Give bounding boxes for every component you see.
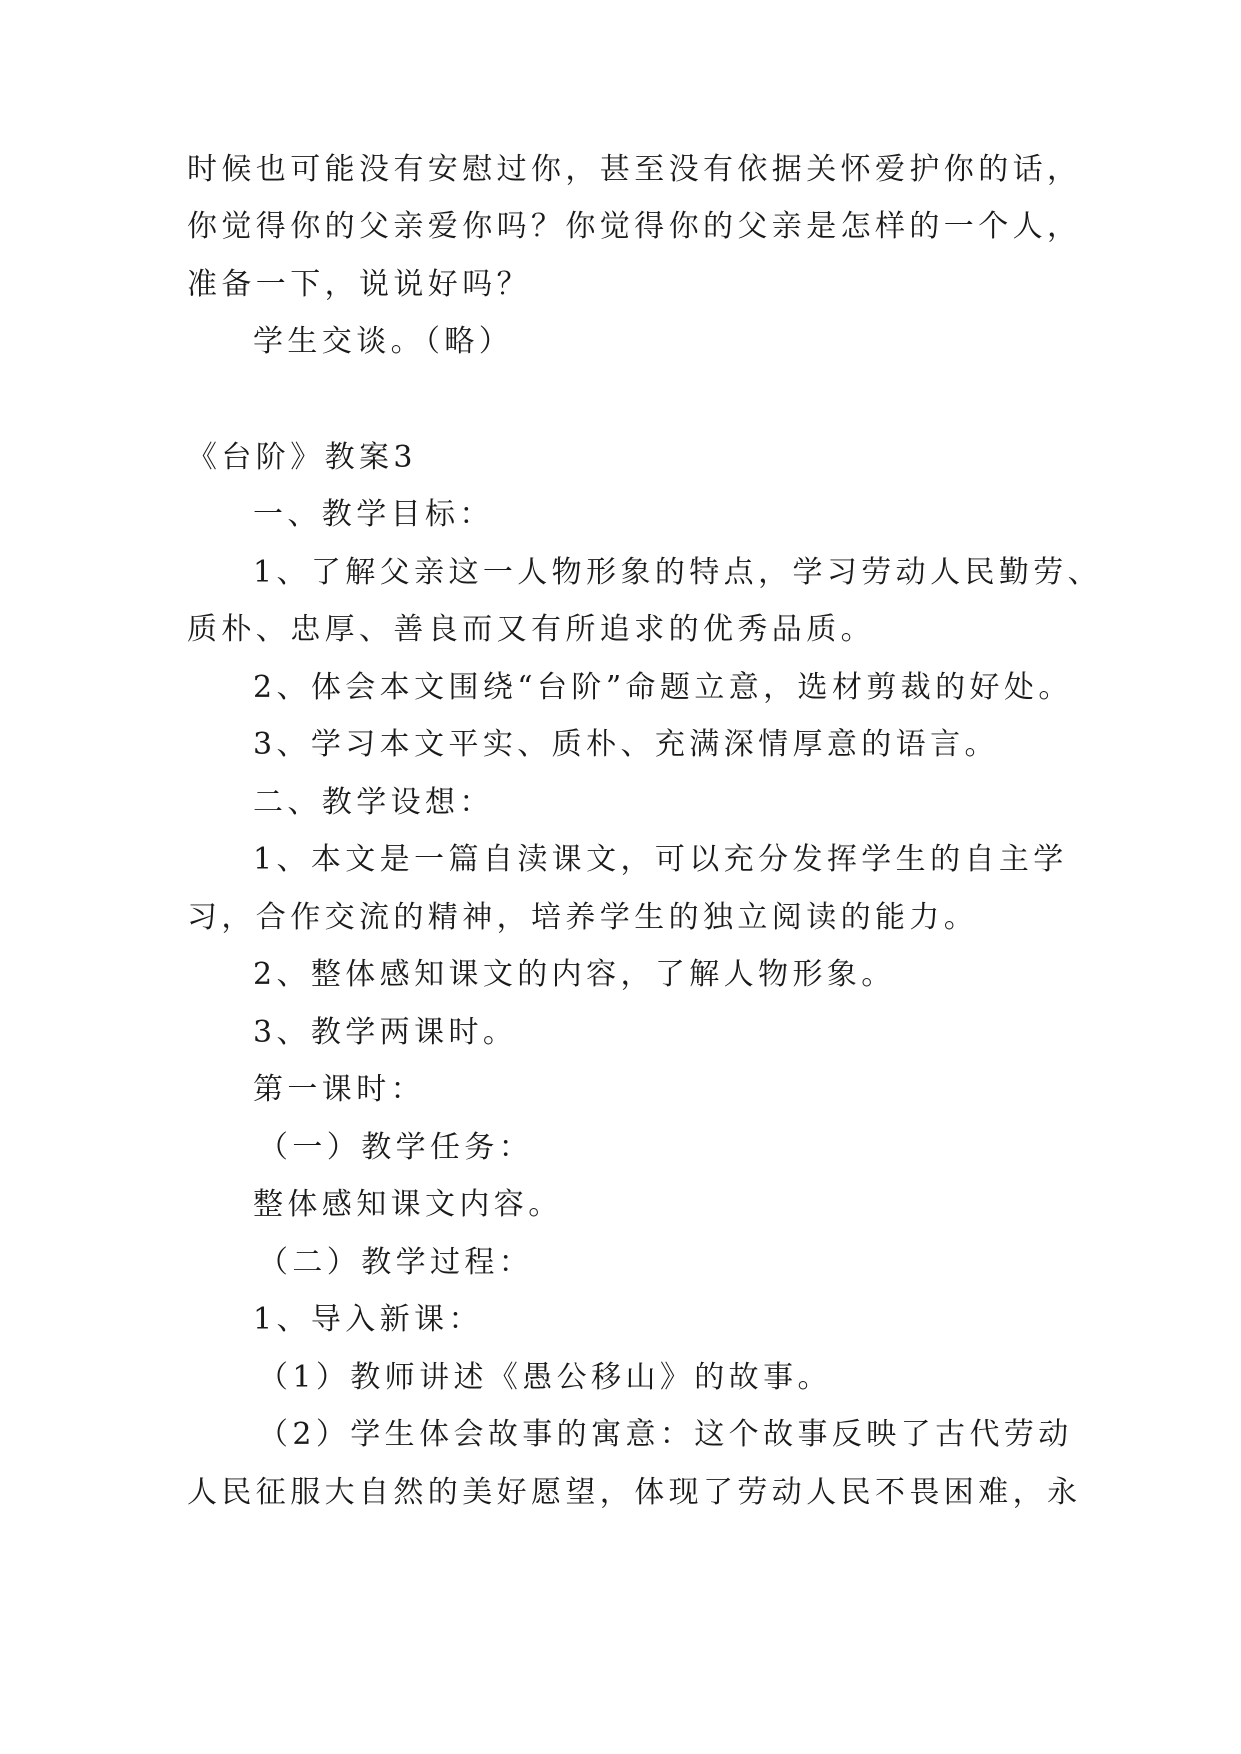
paragraph-line: 1、导入新课： bbox=[253, 1302, 483, 1337]
subheading: 第一课时： bbox=[253, 1072, 425, 1107]
paragraph-line: 质朴、忠厚、善良而又有所追求的优秀品质。 bbox=[187, 612, 875, 647]
paragraph-line: 整体感知课文内容。 bbox=[253, 1187, 563, 1222]
paragraph-line: 2、体会本文围绕“台阶”命题立意，选材剪裁的好处。 bbox=[253, 670, 1073, 705]
paragraph-line: 3、学习本文平实、质朴、充满深情厚意的语言。 bbox=[253, 727, 999, 762]
paragraph-line: 时候也可能没有安慰过你，甚至没有依据关怀爱护你的话， bbox=[187, 152, 1082, 187]
subheading: 一、教学目标： bbox=[253, 497, 494, 532]
paragraph-line: 你觉得你的父亲爱你吗？你觉得你的父亲是怎样的一个人， bbox=[187, 209, 1082, 244]
section-heading: 《台阶》教案3 bbox=[187, 440, 417, 475]
paragraph-line: （2）学生体会故事的寓意：这个故事反映了古代劳动 bbox=[258, 1417, 1073, 1452]
paragraph-line: 2、整体感知课文的内容，了解人物形象。 bbox=[253, 957, 896, 992]
subheading: （二）教学过程： bbox=[258, 1245, 534, 1280]
paragraph-line: 3、教学两课时。 bbox=[253, 1015, 518, 1050]
paragraph-line: 人民征服大自然的美好愿望，体现了劳动人民不畏困难，永 bbox=[187, 1475, 1082, 1510]
paragraph-line: 习，合作交流的精神，培养学生的独立阅读的能力。 bbox=[187, 900, 979, 935]
paragraph-line: 1、本文是一篇自渎课文，可以充分发挥学生的自主学 bbox=[253, 842, 1068, 877]
paragraph-line: 准备一下，说说好吗？ bbox=[187, 267, 531, 302]
paragraph-line: （1）教师讲述《愚公移山》的故事。 bbox=[258, 1360, 832, 1395]
subheading: 二、教学设想： bbox=[253, 785, 494, 820]
paragraph-line: 学生交谈。（略） bbox=[253, 324, 514, 359]
subheading: （一）教学任务： bbox=[258, 1130, 534, 1165]
paragraph-line: 1、了解父亲这一人物形象的特点，学习劳动人民勤劳、 bbox=[253, 555, 1103, 590]
